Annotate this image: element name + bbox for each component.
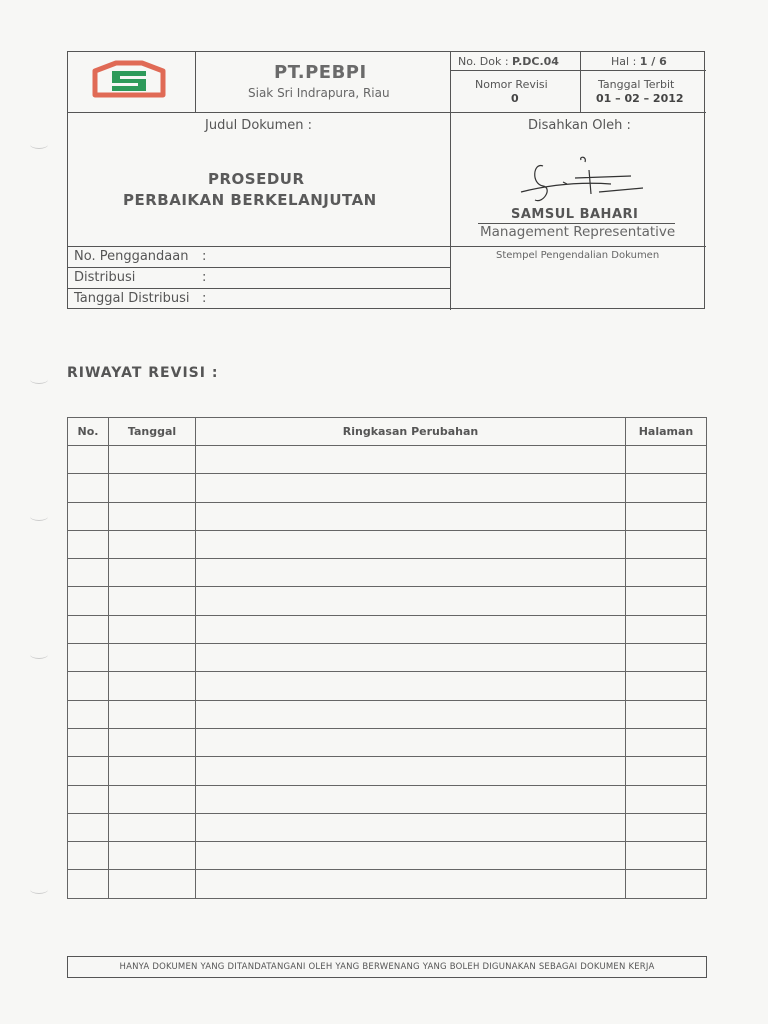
table-row <box>68 728 707 756</box>
table-cell <box>109 785 196 813</box>
table-row <box>68 615 707 643</box>
table-cell <box>626 587 707 615</box>
table-row <box>68 559 707 587</box>
binder-mark <box>30 885 48 894</box>
table-cell <box>626 644 707 672</box>
table-row <box>68 587 707 615</box>
table-cell <box>626 842 707 870</box>
table-row <box>68 757 707 785</box>
table-cell <box>109 644 196 672</box>
table-cell <box>109 615 196 643</box>
distribution-date-label: Tanggal Distribusi <box>74 291 190 306</box>
binder-mark <box>30 375 48 384</box>
table-row <box>68 842 707 870</box>
table-cell <box>109 757 196 785</box>
table-row <box>68 474 707 502</box>
table-cell <box>196 842 626 870</box>
revision-table <box>67 417 707 899</box>
divider <box>68 267 451 268</box>
approver-role: Management Representative <box>480 224 676 240</box>
table-cell <box>109 700 196 728</box>
table-cell <box>68 474 109 502</box>
table-row <box>68 446 707 474</box>
approved-by-label: Disahkan Oleh : <box>528 118 631 133</box>
table-header-row <box>68 418 707 446</box>
table-cell <box>196 700 626 728</box>
table-row <box>68 785 707 813</box>
issue-date-label: Tanggal Terbit <box>598 78 675 91</box>
table-cell <box>196 474 626 502</box>
table-cell <box>68 842 109 870</box>
table-cell <box>626 757 707 785</box>
table-cell <box>196 446 626 474</box>
table-cell <box>196 559 626 587</box>
colon: : <box>202 291 207 306</box>
column-header-no: No. <box>68 418 109 446</box>
table-cell <box>109 672 196 700</box>
table-cell <box>68 446 109 474</box>
table-cell <box>196 870 626 898</box>
table-cell <box>68 757 109 785</box>
column-header-page: Halaman <box>626 418 707 446</box>
table-cell <box>196 615 626 643</box>
divider <box>195 52 196 112</box>
table-cell <box>626 785 707 813</box>
table-cell <box>196 530 626 558</box>
table-cell <box>109 842 196 870</box>
divider <box>450 52 451 310</box>
table-cell <box>68 700 109 728</box>
table-cell <box>68 530 109 558</box>
company-address: Siak Sri Indrapura, Riau <box>248 86 390 100</box>
company-name: PT.PEBPI <box>274 62 367 83</box>
table-cell <box>626 870 707 898</box>
table-row <box>68 700 707 728</box>
colon: : <box>202 249 207 264</box>
binder-mark <box>30 512 48 521</box>
divider <box>68 288 451 289</box>
table-cell <box>196 587 626 615</box>
table-cell <box>626 530 707 558</box>
table-cell <box>626 700 707 728</box>
table-cell <box>109 870 196 898</box>
table-row <box>68 530 707 558</box>
table-cell <box>109 474 196 502</box>
revision-value: 0 <box>511 92 519 105</box>
table-row <box>68 502 707 530</box>
table-cell <box>626 615 707 643</box>
table-cell <box>196 644 626 672</box>
company-logo <box>90 59 168 99</box>
divider <box>580 52 581 112</box>
table-cell <box>196 813 626 841</box>
table-row <box>68 870 707 898</box>
table-cell <box>626 502 707 530</box>
column-header-summary: Ringkasan Perubahan <box>196 418 626 446</box>
revision-label: Nomor Revisi <box>475 78 548 91</box>
table-cell <box>109 587 196 615</box>
table-cell <box>68 870 109 898</box>
table-cell <box>196 672 626 700</box>
table-cell <box>68 728 109 756</box>
table-cell <box>626 559 707 587</box>
table-cell <box>626 474 707 502</box>
table-cell <box>109 446 196 474</box>
binder-mark <box>30 140 48 149</box>
table-cell <box>626 728 707 756</box>
table-cell <box>68 813 109 841</box>
distribution-label: Distribusi <box>74 270 136 285</box>
table-cell <box>109 502 196 530</box>
revision-history-title: RIWAYAT REVISI : <box>67 365 219 381</box>
table-cell <box>626 813 707 841</box>
page-number: Hal : 1 / 6 <box>611 55 667 68</box>
table-cell <box>68 785 109 813</box>
table-cell <box>68 587 109 615</box>
table-cell <box>68 502 109 530</box>
table-cell <box>626 672 707 700</box>
table-cell <box>626 446 707 474</box>
table-cell <box>196 757 626 785</box>
doc-title-label: Judul Dokumen : <box>205 118 313 133</box>
table-cell <box>196 785 626 813</box>
divider <box>68 246 451 247</box>
table-cell <box>109 530 196 558</box>
divider <box>68 112 706 113</box>
table-cell <box>109 728 196 756</box>
table-cell <box>109 813 196 841</box>
table-cell <box>109 559 196 587</box>
table-row <box>68 644 707 672</box>
table-cell <box>68 644 109 672</box>
signature <box>513 154 653 204</box>
stamp-label: Stempel Pengendalian Dokumen <box>496 250 660 261</box>
table-cell <box>68 615 109 643</box>
doc-title-line1: PROSEDUR <box>208 170 305 188</box>
colon: : <box>202 270 207 285</box>
table-row <box>68 813 707 841</box>
copy-number-label: No. Penggandaan <box>74 249 189 264</box>
table-cell <box>196 728 626 756</box>
issue-date-value: 01 – 02 – 2012 <box>596 92 684 105</box>
divider <box>450 70 706 71</box>
binder-mark <box>30 650 48 659</box>
document-header <box>67 51 705 309</box>
doc-title-line2: PERBAIKAN BERKELANJUTAN <box>123 191 377 209</box>
table-row <box>68 672 707 700</box>
column-header-date: Tanggal <box>109 418 196 446</box>
footer-notice: HANYA DOKUMEN YANG DITANDATANGANI OLEH YANG BERWENANG YANG BOLEH DIGUNAKAN SEBAGAI DOKUMEN KERJA <box>67 956 707 978</box>
table-cell <box>68 672 109 700</box>
divider <box>450 246 706 247</box>
table-cell <box>68 559 109 587</box>
doc-number: No. Dok : P.DC.04 <box>458 55 559 68</box>
table-cell <box>196 502 626 530</box>
approver-name: SAMSUL BAHARI <box>511 207 639 222</box>
